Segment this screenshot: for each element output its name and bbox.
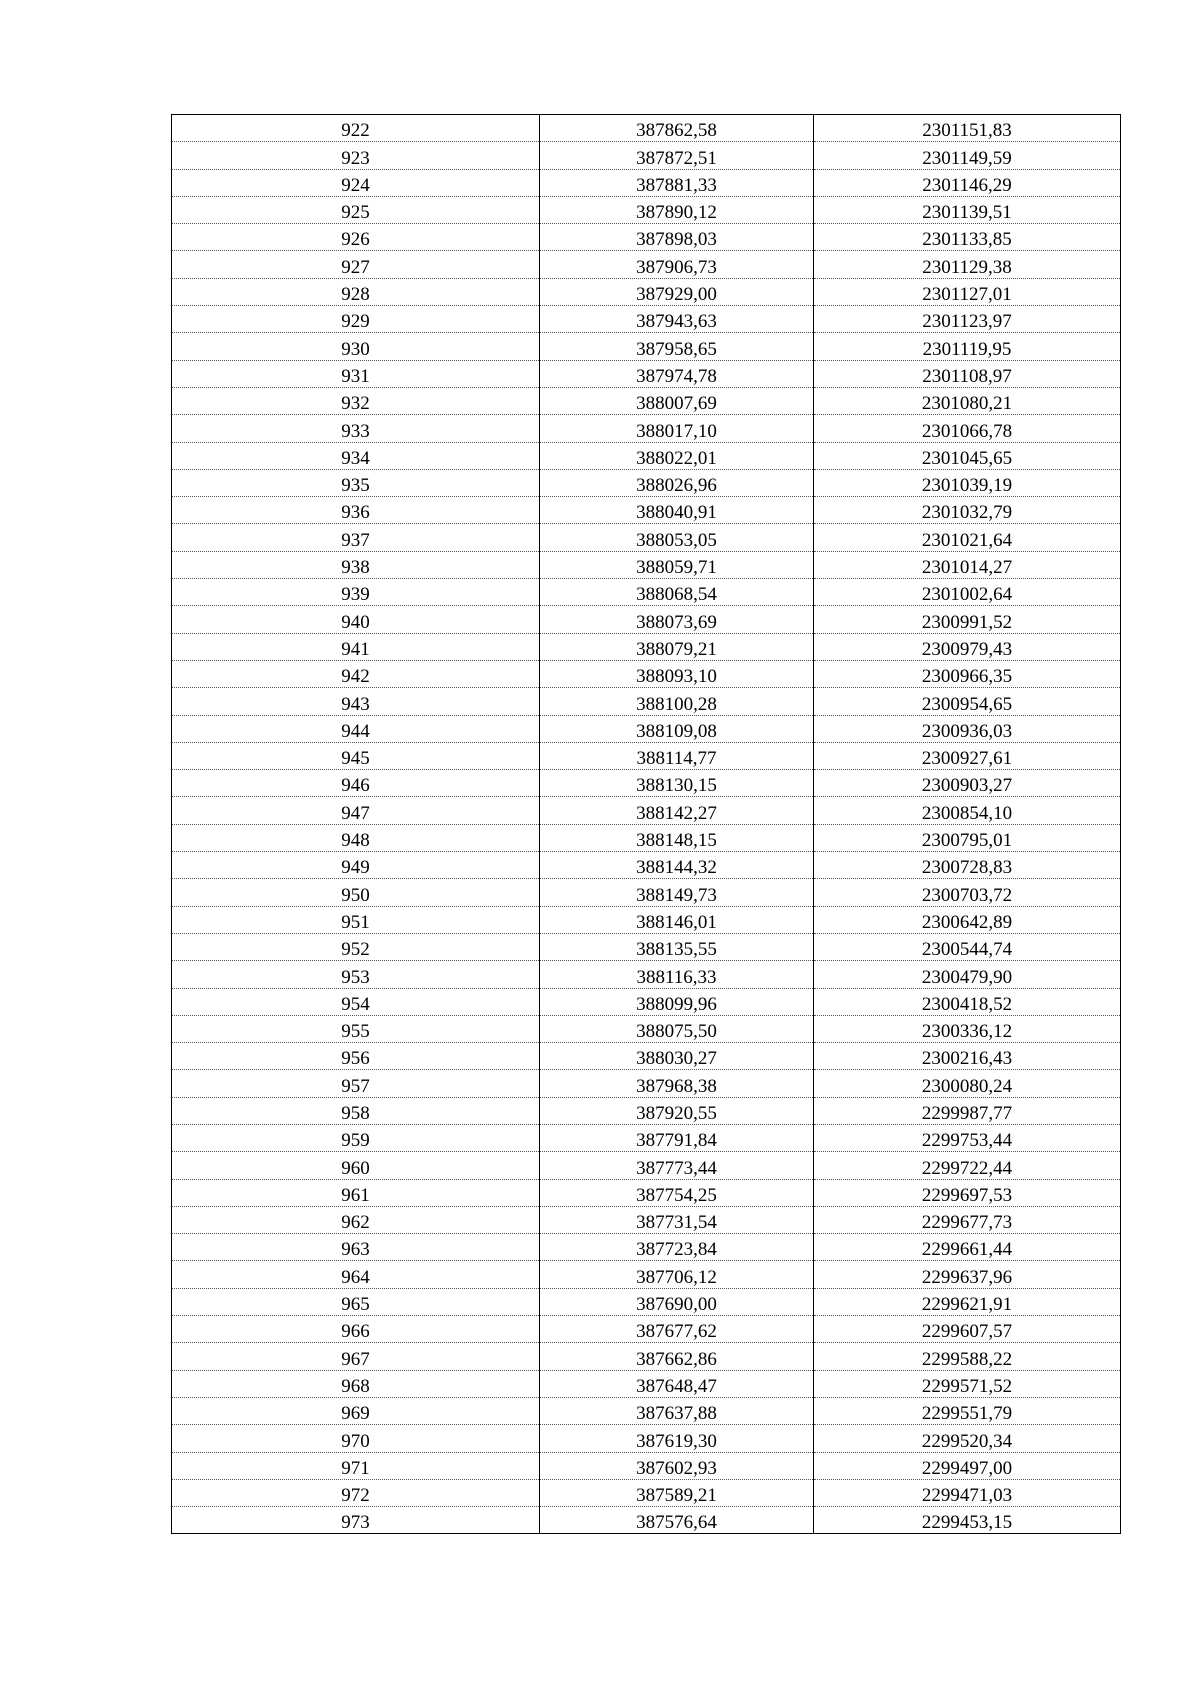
table-row bbox=[172, 1288, 1121, 1315]
x-coordinate-cell: 387929,00 bbox=[540, 278, 814, 305]
table-row bbox=[172, 524, 1121, 551]
point-number-cell: 969 bbox=[172, 1397, 540, 1424]
x-coordinate-cell: 388135,55 bbox=[540, 933, 814, 960]
point-number-cell: 972 bbox=[172, 1479, 540, 1506]
table-row bbox=[172, 1070, 1121, 1097]
point-number-cell: 971 bbox=[172, 1452, 540, 1479]
table-row bbox=[172, 1370, 1121, 1397]
y-coordinate-cell: 2299571,52 bbox=[814, 1370, 1121, 1397]
table-row bbox=[172, 1206, 1121, 1233]
table-row bbox=[172, 1179, 1121, 1206]
table-row bbox=[172, 360, 1121, 387]
x-coordinate-cell: 387677,62 bbox=[540, 1316, 814, 1343]
point-number-cell: 968 bbox=[172, 1370, 540, 1397]
y-coordinate-cell: 2301014,27 bbox=[814, 551, 1121, 578]
x-coordinate-cell: 388079,21 bbox=[540, 633, 814, 660]
y-coordinate-cell: 2300991,52 bbox=[814, 606, 1121, 633]
point-number-cell: 964 bbox=[172, 1261, 540, 1288]
table-row bbox=[172, 169, 1121, 196]
x-coordinate-cell: 387662,86 bbox=[540, 1343, 814, 1370]
y-coordinate-cell: 2300080,24 bbox=[814, 1070, 1121, 1097]
point-number-cell: 939 bbox=[172, 579, 540, 606]
x-coordinate-cell: 387920,55 bbox=[540, 1097, 814, 1124]
x-coordinate-cell: 388100,28 bbox=[540, 688, 814, 715]
table-row bbox=[172, 415, 1121, 442]
y-coordinate-cell: 2301151,83 bbox=[814, 115, 1121, 142]
point-number-cell: 941 bbox=[172, 633, 540, 660]
y-coordinate-cell: 2299637,96 bbox=[814, 1261, 1121, 1288]
x-coordinate-cell: 388040,91 bbox=[540, 497, 814, 524]
x-coordinate-cell: 387906,73 bbox=[540, 251, 814, 278]
y-coordinate-cell: 2299607,57 bbox=[814, 1316, 1121, 1343]
y-coordinate-cell: 2300336,12 bbox=[814, 1015, 1121, 1042]
point-number-cell: 944 bbox=[172, 715, 540, 742]
x-coordinate-cell: 387589,21 bbox=[540, 1479, 814, 1506]
table-row bbox=[172, 879, 1121, 906]
y-coordinate-cell: 2301066,78 bbox=[814, 415, 1121, 442]
y-coordinate-cell: 2300216,43 bbox=[814, 1043, 1121, 1070]
table-row bbox=[172, 224, 1121, 251]
x-coordinate-cell: 387890,12 bbox=[540, 196, 814, 223]
x-coordinate-cell: 387602,93 bbox=[540, 1452, 814, 1479]
point-number-cell: 950 bbox=[172, 879, 540, 906]
point-number-cell: 973 bbox=[172, 1507, 540, 1534]
table-row bbox=[172, 333, 1121, 360]
table-row bbox=[172, 933, 1121, 960]
table-row bbox=[172, 551, 1121, 578]
x-coordinate-cell: 387637,88 bbox=[540, 1397, 814, 1424]
point-number-cell: 945 bbox=[172, 742, 540, 769]
table-row bbox=[172, 1397, 1121, 1424]
point-number-cell: 957 bbox=[172, 1070, 540, 1097]
y-coordinate-cell: 2301139,51 bbox=[814, 196, 1121, 223]
table-row bbox=[172, 1152, 1121, 1179]
point-number-cell: 922 bbox=[172, 115, 540, 142]
x-coordinate-cell: 388007,69 bbox=[540, 387, 814, 414]
point-number-cell: 959 bbox=[172, 1124, 540, 1151]
y-coordinate-cell: 2299722,44 bbox=[814, 1152, 1121, 1179]
x-coordinate-cell: 387576,64 bbox=[540, 1507, 814, 1534]
x-coordinate-cell: 388142,27 bbox=[540, 797, 814, 824]
x-coordinate-cell: 388073,69 bbox=[540, 606, 814, 633]
table-row bbox=[172, 1425, 1121, 1452]
y-coordinate-cell: 2299697,53 bbox=[814, 1179, 1121, 1206]
point-number-cell: 925 bbox=[172, 196, 540, 223]
point-number-cell: 951 bbox=[172, 906, 540, 933]
x-coordinate-cell: 387619,30 bbox=[540, 1425, 814, 1452]
table-row bbox=[172, 688, 1121, 715]
x-coordinate-cell: 387881,33 bbox=[540, 169, 814, 196]
x-coordinate-cell: 387898,03 bbox=[540, 224, 814, 251]
point-number-cell: 967 bbox=[172, 1343, 540, 1370]
y-coordinate-cell: 2301149,59 bbox=[814, 142, 1121, 169]
point-number-cell: 946 bbox=[172, 770, 540, 797]
y-coordinate-cell: 2299753,44 bbox=[814, 1124, 1121, 1151]
table-row bbox=[172, 387, 1121, 414]
y-coordinate-cell: 2299621,91 bbox=[814, 1288, 1121, 1315]
coordinates-table bbox=[171, 114, 1121, 1534]
x-coordinate-cell: 388022,01 bbox=[540, 442, 814, 469]
y-coordinate-cell: 2300854,10 bbox=[814, 797, 1121, 824]
table-row bbox=[172, 852, 1121, 879]
y-coordinate-cell: 2300479,90 bbox=[814, 961, 1121, 988]
table-row bbox=[172, 142, 1121, 169]
point-number-cell: 943 bbox=[172, 688, 540, 715]
x-coordinate-cell: 387773,44 bbox=[540, 1152, 814, 1179]
y-coordinate-cell: 2299471,03 bbox=[814, 1479, 1121, 1506]
point-number-cell: 942 bbox=[172, 660, 540, 687]
y-coordinate-cell: 2300703,72 bbox=[814, 879, 1121, 906]
table-row bbox=[172, 742, 1121, 769]
point-number-cell: 948 bbox=[172, 824, 540, 851]
table-row bbox=[172, 1343, 1121, 1370]
x-coordinate-cell: 388026,96 bbox=[540, 469, 814, 496]
x-coordinate-cell: 387872,51 bbox=[540, 142, 814, 169]
y-coordinate-cell: 2299588,22 bbox=[814, 1343, 1121, 1370]
x-coordinate-cell: 388075,50 bbox=[540, 1015, 814, 1042]
table-row bbox=[172, 797, 1121, 824]
table-row bbox=[172, 306, 1121, 333]
x-coordinate-cell: 388114,77 bbox=[540, 742, 814, 769]
x-coordinate-cell: 388149,73 bbox=[540, 879, 814, 906]
y-coordinate-cell: 2299677,73 bbox=[814, 1206, 1121, 1233]
x-coordinate-cell: 387648,47 bbox=[540, 1370, 814, 1397]
point-number-cell: 958 bbox=[172, 1097, 540, 1124]
point-number-cell: 923 bbox=[172, 142, 540, 169]
x-coordinate-cell: 388109,08 bbox=[540, 715, 814, 742]
table-row bbox=[172, 1316, 1121, 1343]
x-coordinate-cell: 388146,01 bbox=[540, 906, 814, 933]
x-coordinate-cell: 388053,05 bbox=[540, 524, 814, 551]
point-number-cell: 924 bbox=[172, 169, 540, 196]
x-coordinate-cell: 388148,15 bbox=[540, 824, 814, 851]
point-number-cell: 970 bbox=[172, 1425, 540, 1452]
point-number-cell: 963 bbox=[172, 1234, 540, 1261]
point-number-cell: 955 bbox=[172, 1015, 540, 1042]
point-number-cell: 934 bbox=[172, 442, 540, 469]
y-coordinate-cell: 2301127,01 bbox=[814, 278, 1121, 305]
point-number-cell: 954 bbox=[172, 988, 540, 1015]
y-coordinate-cell: 2299520,34 bbox=[814, 1425, 1121, 1452]
table-row bbox=[172, 115, 1121, 142]
x-coordinate-cell: 388130,15 bbox=[540, 770, 814, 797]
point-number-cell: 935 bbox=[172, 469, 540, 496]
table-row bbox=[172, 1015, 1121, 1042]
point-number-cell: 966 bbox=[172, 1316, 540, 1343]
y-coordinate-cell: 2300544,74 bbox=[814, 933, 1121, 960]
table-row bbox=[172, 278, 1121, 305]
point-number-cell: 930 bbox=[172, 333, 540, 360]
y-coordinate-cell: 2300903,27 bbox=[814, 770, 1121, 797]
point-number-cell: 956 bbox=[172, 1043, 540, 1070]
table-row bbox=[172, 1452, 1121, 1479]
x-coordinate-cell: 387690,00 bbox=[540, 1288, 814, 1315]
x-coordinate-cell: 387706,12 bbox=[540, 1261, 814, 1288]
y-coordinate-cell: 2301002,64 bbox=[814, 579, 1121, 606]
y-coordinate-cell: 2301039,19 bbox=[814, 469, 1121, 496]
x-coordinate-cell: 388099,96 bbox=[540, 988, 814, 1015]
point-number-cell: 932 bbox=[172, 387, 540, 414]
y-coordinate-cell: 2301108,97 bbox=[814, 360, 1121, 387]
y-coordinate-cell: 2300927,61 bbox=[814, 742, 1121, 769]
table-row bbox=[172, 906, 1121, 933]
table-row bbox=[172, 988, 1121, 1015]
y-coordinate-cell: 2300418,52 bbox=[814, 988, 1121, 1015]
x-coordinate-cell: 388059,71 bbox=[540, 551, 814, 578]
table-row bbox=[172, 497, 1121, 524]
point-number-cell: 933 bbox=[172, 415, 540, 442]
y-coordinate-cell: 2299661,44 bbox=[814, 1234, 1121, 1261]
y-coordinate-cell: 2300954,65 bbox=[814, 688, 1121, 715]
x-coordinate-cell: 387791,84 bbox=[540, 1124, 814, 1151]
x-coordinate-cell: 388017,10 bbox=[540, 415, 814, 442]
x-coordinate-cell: 387958,65 bbox=[540, 333, 814, 360]
y-coordinate-cell: 2301119,95 bbox=[814, 333, 1121, 360]
table-row bbox=[172, 1234, 1121, 1261]
table-row bbox=[172, 442, 1121, 469]
point-number-cell: 929 bbox=[172, 306, 540, 333]
table-row bbox=[172, 770, 1121, 797]
point-number-cell: 960 bbox=[172, 1152, 540, 1179]
point-number-cell: 938 bbox=[172, 551, 540, 578]
table-row bbox=[172, 579, 1121, 606]
x-coordinate-cell: 387731,54 bbox=[540, 1206, 814, 1233]
x-coordinate-cell: 387968,38 bbox=[540, 1070, 814, 1097]
point-number-cell: 937 bbox=[172, 524, 540, 551]
table-row bbox=[172, 715, 1121, 742]
y-coordinate-cell: 2301129,38 bbox=[814, 251, 1121, 278]
x-coordinate-cell: 387943,63 bbox=[540, 306, 814, 333]
table-row bbox=[172, 1507, 1121, 1534]
y-coordinate-cell: 2301133,85 bbox=[814, 224, 1121, 251]
x-coordinate-cell: 388116,33 bbox=[540, 961, 814, 988]
y-coordinate-cell: 2299987,77 bbox=[814, 1097, 1121, 1124]
point-number-cell: 928 bbox=[172, 278, 540, 305]
point-number-cell: 927 bbox=[172, 251, 540, 278]
y-coordinate-cell: 2301021,64 bbox=[814, 524, 1121, 551]
y-coordinate-cell: 2299551,79 bbox=[814, 1397, 1121, 1424]
y-coordinate-cell: 2301080,21 bbox=[814, 387, 1121, 414]
table-row bbox=[172, 1124, 1121, 1151]
point-number-cell: 965 bbox=[172, 1288, 540, 1315]
point-number-cell: 949 bbox=[172, 852, 540, 879]
table-row bbox=[172, 196, 1121, 223]
x-coordinate-cell: 387723,84 bbox=[540, 1234, 814, 1261]
table-row bbox=[172, 633, 1121, 660]
table-row bbox=[172, 606, 1121, 633]
table-row bbox=[172, 660, 1121, 687]
table-row bbox=[172, 1479, 1121, 1506]
y-coordinate-cell: 2301032,79 bbox=[814, 497, 1121, 524]
y-coordinate-cell: 2299453,15 bbox=[814, 1507, 1121, 1534]
x-coordinate-cell: 387862,58 bbox=[540, 115, 814, 142]
table-row bbox=[172, 961, 1121, 988]
point-number-cell: 947 bbox=[172, 797, 540, 824]
y-coordinate-cell: 2300979,43 bbox=[814, 633, 1121, 660]
x-coordinate-cell: 387754,25 bbox=[540, 1179, 814, 1206]
y-coordinate-cell: 2301146,29 bbox=[814, 169, 1121, 196]
y-coordinate-cell: 2300795,01 bbox=[814, 824, 1121, 851]
x-coordinate-cell: 387974,78 bbox=[540, 360, 814, 387]
point-number-cell: 952 bbox=[172, 933, 540, 960]
y-coordinate-cell: 2300642,89 bbox=[814, 906, 1121, 933]
x-coordinate-cell: 388068,54 bbox=[540, 579, 814, 606]
point-number-cell: 961 bbox=[172, 1179, 540, 1206]
table-row bbox=[172, 469, 1121, 496]
y-coordinate-cell: 2301123,97 bbox=[814, 306, 1121, 333]
x-coordinate-cell: 388144,32 bbox=[540, 852, 814, 879]
table-row bbox=[172, 251, 1121, 278]
y-coordinate-cell: 2300966,35 bbox=[814, 660, 1121, 687]
y-coordinate-cell: 2299497,00 bbox=[814, 1452, 1121, 1479]
y-coordinate-cell: 2300728,83 bbox=[814, 852, 1121, 879]
point-number-cell: 962 bbox=[172, 1206, 540, 1233]
table-row bbox=[172, 1261, 1121, 1288]
x-coordinate-cell: 388030,27 bbox=[540, 1043, 814, 1070]
table-row bbox=[172, 824, 1121, 851]
y-coordinate-cell: 2300936,03 bbox=[814, 715, 1121, 742]
point-number-cell: 926 bbox=[172, 224, 540, 251]
table-row bbox=[172, 1043, 1121, 1070]
coordinates-table-body bbox=[172, 115, 1121, 1534]
point-number-cell: 936 bbox=[172, 497, 540, 524]
table-row bbox=[172, 1097, 1121, 1124]
point-number-cell: 931 bbox=[172, 360, 540, 387]
y-coordinate-cell: 2301045,65 bbox=[814, 442, 1121, 469]
point-number-cell: 953 bbox=[172, 961, 540, 988]
point-number-cell: 940 bbox=[172, 606, 540, 633]
x-coordinate-cell: 388093,10 bbox=[540, 660, 814, 687]
